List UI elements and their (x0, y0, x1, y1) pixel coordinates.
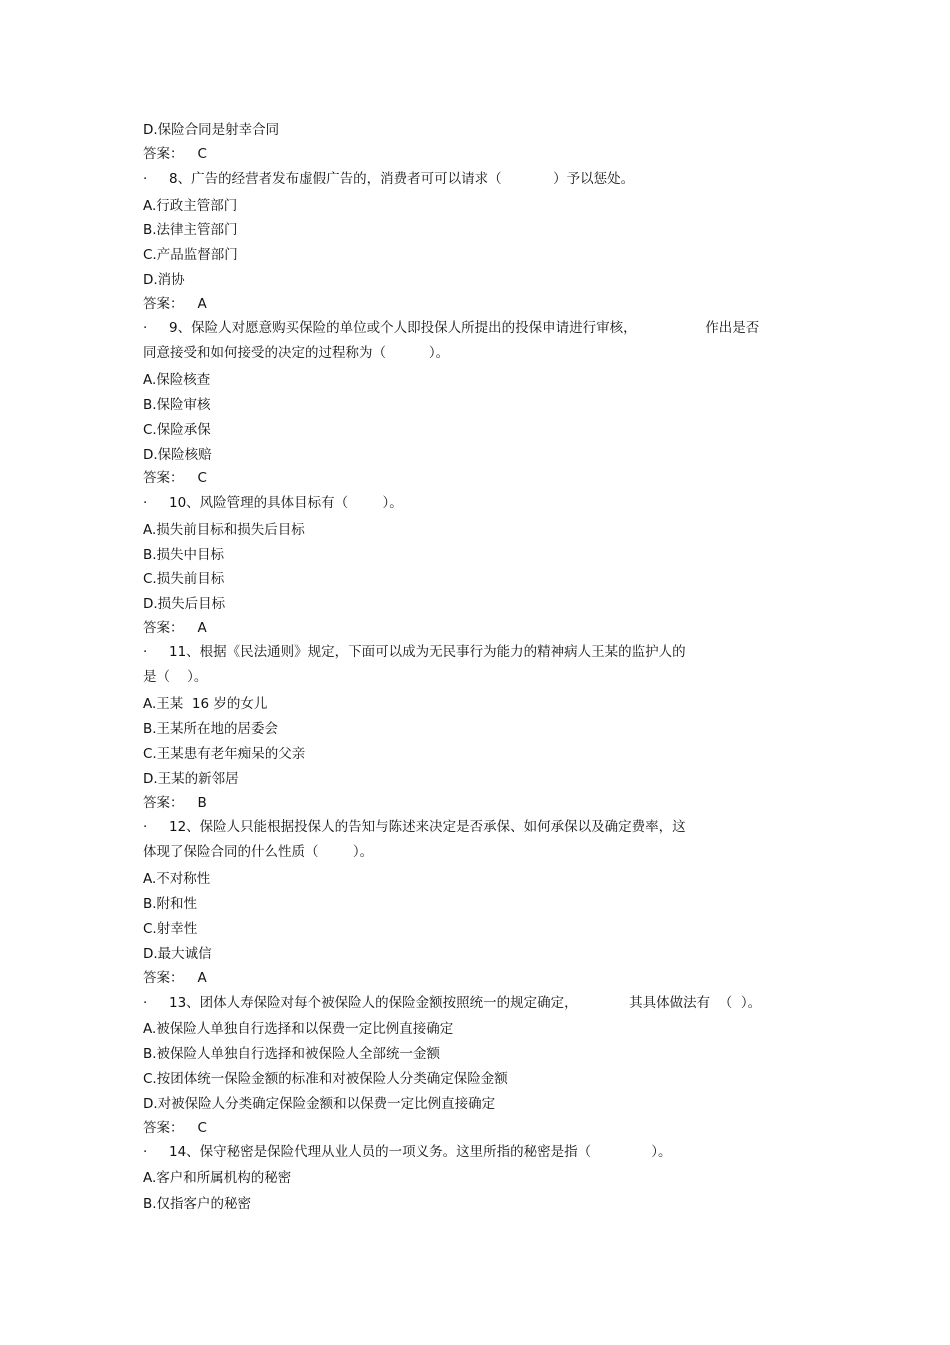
answer-label: 答案： (143, 296, 184, 312)
bullet-icon: · (143, 644, 148, 660)
question-label: 13、团体人寿保险对每个被保险人的保险金额按照统一的规定确定， 其具体做法有 （ ）。 (169, 995, 762, 1011)
option-text: B.被保险人单独自行选择和被保险人全部统一金额 (143, 1046, 441, 1062)
answer-line (143, 795, 207, 811)
option-text: A.客户和所属机构的秘密 (143, 1170, 292, 1186)
answer-value: C (197, 1120, 207, 1136)
answer-line (143, 620, 207, 636)
answer-line (143, 470, 207, 486)
option-text: B.仅指客户的秘密 (143, 1196, 252, 1212)
option-text: D.消协 (143, 272, 185, 288)
option-text: A.保险核查 (143, 372, 211, 388)
answer-value: A (197, 620, 207, 636)
answer-label: 答案： (143, 795, 184, 811)
bullet-icon: · (143, 819, 148, 835)
option-text: A.被保险人单独自行选择和以保费一定比例直接确定 (143, 1021, 454, 1037)
answer-value: C (197, 470, 207, 486)
option-text: A.王某 16 岁的女儿 (143, 696, 268, 712)
bullet-icon: · (143, 1144, 148, 1160)
option-text: C.按团体统一保险金额的标准和对被保险人分类确定保险金额 (143, 1071, 508, 1087)
answer-line (143, 146, 207, 162)
question-text (143, 320, 759, 336)
answer-label: 答案： (143, 970, 184, 986)
option-text: D.最大诚信 (143, 946, 212, 962)
bullet-icon: · (143, 320, 148, 336)
option-text: C.王某患有老年痴呆的父亲 (143, 746, 306, 762)
question-label: 12、保险人只能根据投保人的告知与陈述来决定是否承保、如何承保以及确定费率，这 (169, 819, 686, 835)
answer-label: 答案： (143, 1120, 184, 1136)
question-label: 8、广告的经营者发布虚假广告的，消费者可可以请求（ ）予以惩处。 (169, 171, 635, 187)
question-continuation: 是（ ）。 (143, 669, 208, 685)
option-text: C.射幸性 (143, 921, 198, 937)
option-text: C.产品监督部门 (143, 247, 238, 263)
answer-value: C (197, 146, 207, 162)
question-text (143, 995, 761, 1011)
option-text: C.损失前目标 (143, 571, 225, 587)
bullet-icon: · (143, 171, 148, 187)
option-text: D.保险核赔 (143, 447, 212, 463)
answer-value: A (197, 970, 207, 986)
option-text: B.损失中目标 (143, 547, 225, 563)
option-text: C.保险承保 (143, 422, 211, 438)
question-label: 9、保险人对愿意购买保险的单位或个人即投保人所提出的投保申请进行审核， 作出是否 (169, 320, 760, 336)
option-text: B.王某所在地的居委会 (143, 721, 279, 737)
question-text (143, 171, 634, 187)
question-text (143, 819, 686, 835)
option-text: B.法律主管部门 (143, 222, 238, 238)
answer-line (143, 1120, 207, 1136)
question-text (143, 1144, 672, 1160)
answer-value: B (197, 795, 207, 811)
option-text: D.王某的新邻居 (143, 771, 239, 787)
answer-label: 答案： (143, 470, 184, 486)
option-text: B.附和性 (143, 896, 198, 912)
option-text: D.对被保险人分类确定保险金额和以保费一定比例直接确定 (143, 1096, 496, 1112)
answer-value: A (197, 296, 207, 312)
question-label: 10、风险管理的具体目标有（ ）。 (169, 495, 403, 511)
answer-label: 答案： (143, 620, 184, 636)
question-continuation: 同意接受和如何接受的决定的过程称为（ ）。 (143, 345, 450, 361)
question-text (143, 495, 403, 511)
option-text: D.保险合同是射幸合同 (143, 122, 280, 138)
bullet-icon: · (143, 495, 148, 511)
bullet-icon: · (143, 995, 148, 1011)
option-text: A.不对称性 (143, 871, 211, 887)
answer-line (143, 296, 207, 312)
question-text (143, 644, 686, 660)
question-continuation: 体现了保险合同的什么性质（ ）。 (143, 844, 374, 860)
option-text: D.损失后目标 (143, 596, 226, 612)
answer-label: 答案： (143, 146, 184, 162)
answer-line (143, 970, 207, 986)
option-text: A.行政主管部门 (143, 198, 238, 214)
option-text: A.损失前目标和损失后目标 (143, 522, 305, 538)
question-label: 14、保守秘密是保险代理从业人员的一项义务。这里所指的秘密是指（ ）。 (169, 1144, 672, 1160)
question-label: 11、根据《民法通则》规定，下面可以成为无民事行为能力的精神病人王某的监护人的 (169, 644, 686, 660)
option-text: B.保险审核 (143, 397, 211, 413)
